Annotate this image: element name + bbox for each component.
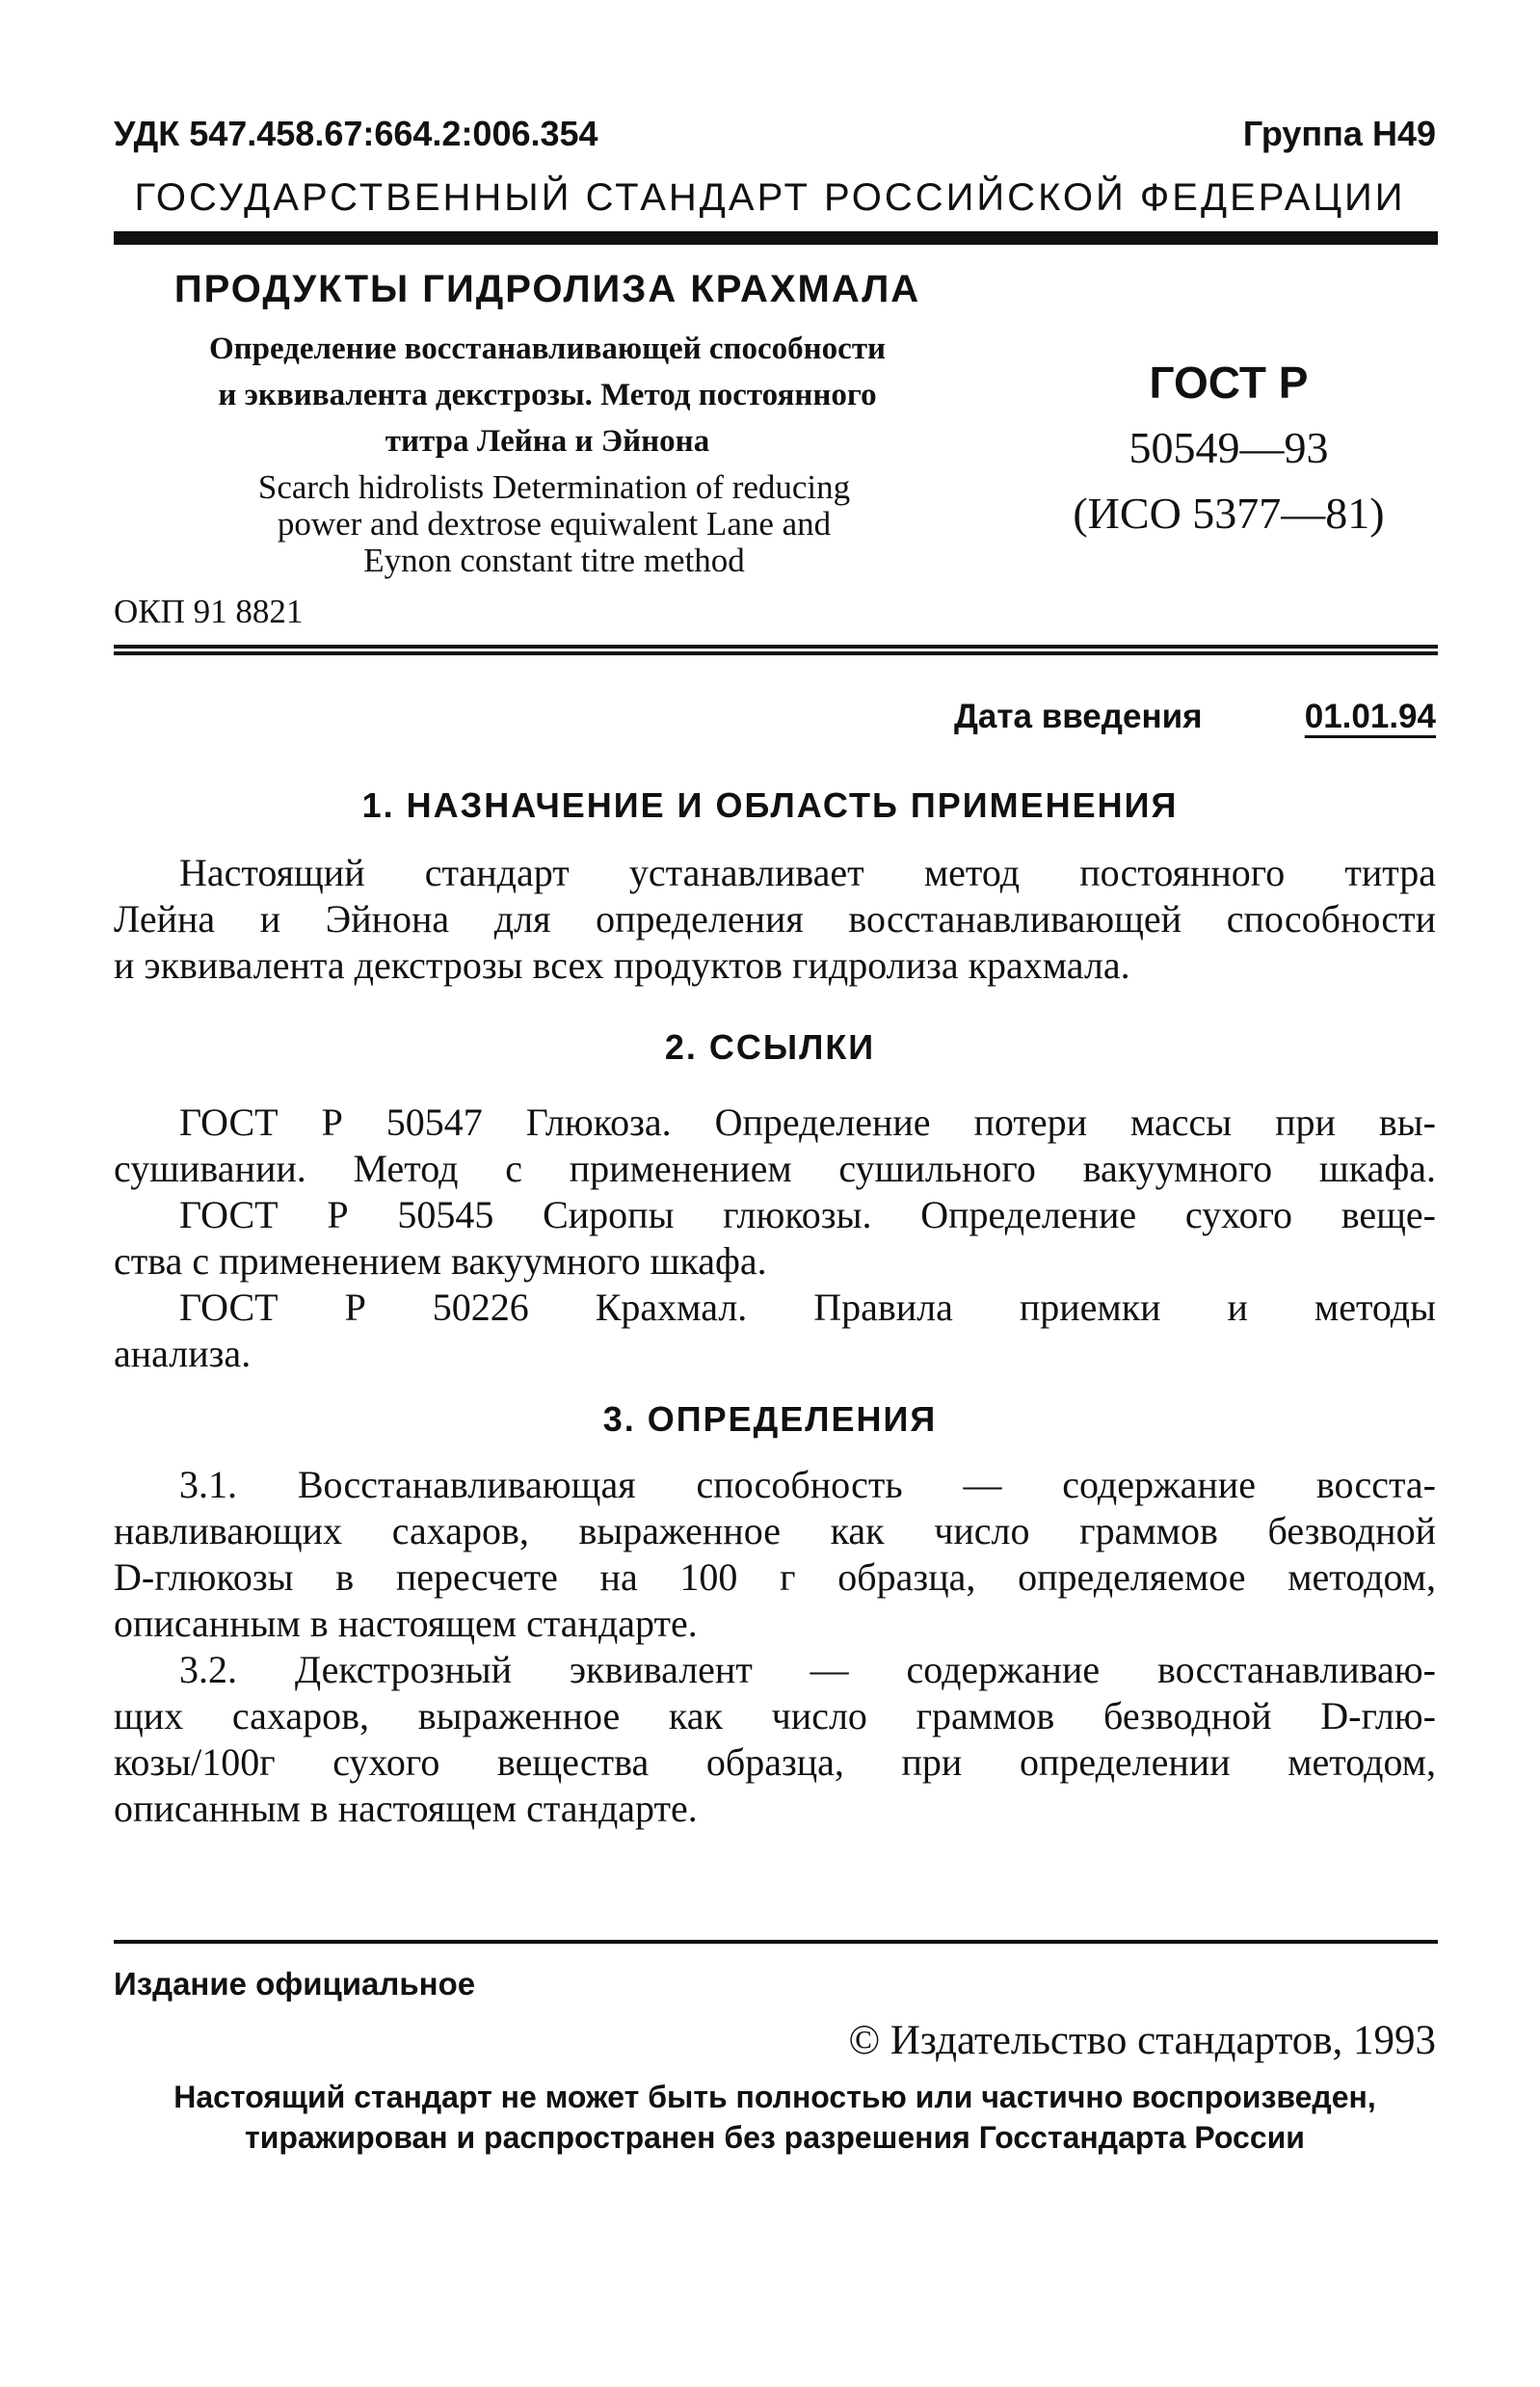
date-label: Дата введения	[954, 698, 1203, 735]
subtitle-en-line: power and dextrose equiwalent Lane and	[277, 505, 832, 543]
text-line: ГОСТ Р 50545 Сиропы глюкозы. Определение сухого веще-	[179, 1193, 1436, 1236]
date-value: 01.01.94	[1304, 698, 1436, 735]
section-heading: 3. ОПРЕДЕЛЕНИЯ	[602, 1399, 938, 1439]
reproduction-notice	[114, 2077, 1436, 2158]
text-line: козы/100г сухого вещества образца, при определении методом,	[114, 1740, 1436, 1784]
text-line: щих сахаров, выраженное как число граммов безводной D-глю-	[114, 1694, 1436, 1737]
section-body	[114, 850, 1436, 989]
introduction-date	[954, 698, 1436, 736]
group-code: Группа Н49	[1242, 114, 1436, 153]
subtitle-ru	[114, 326, 981, 464]
iso-reference: (ИСО 5377—81)	[1073, 489, 1385, 538]
text-line: сушивании. Метод с применением сушильного вакуумного шкафа.	[114, 1147, 1436, 1190]
copyright-notice: © Издательство стандартов, 1993	[848, 2018, 1436, 2063]
text-line: описанным в настоящем стандарте.	[114, 1602, 698, 1645]
section-body	[114, 1100, 1436, 1377]
subtitle-en-line: Eynon constant titre method	[363, 542, 745, 579]
text-line: D-глюкозы в пересчете на 100 г образца, определяемое методом,	[114, 1555, 1436, 1599]
edition-label: Издание официальное	[114, 1966, 476, 2002]
upper-thin-rule	[114, 645, 1438, 649]
text-line: 3.2. Декстрозный эквивалент — содержание восстанавливаю-	[179, 1648, 1436, 1691]
text-line: описанным в настоящем стандарте.	[114, 1787, 698, 1830]
subtitle-ru-line: Определение восстанавливающей способности	[208, 332, 887, 366]
text-line: Настоящий стандарт устанавливает метод постоянного титра	[179, 851, 1436, 894]
okp-code: ОКП 91 8821	[114, 593, 304, 630]
section-body	[114, 1462, 1436, 1832]
section-heading: 1. НАЗНАЧЕНИЕ И ОБЛАСТЬ ПРИМЕНЕНИЯ	[361, 785, 1179, 825]
subtitle-en-line: Scarch hidrolists Determination of reducing	[257, 468, 851, 506]
text-line: 3.1. Восстанавливающая способность — содержание восста-	[179, 1463, 1436, 1506]
udk-code: УДК 547.458.67:664.2:006.354	[114, 114, 598, 153]
subtitle-ru-line: титра Лейна и Эйнона	[385, 424, 710, 459]
text-line: ства с применением вакуумного шкафа.	[114, 1239, 767, 1283]
footer-rule	[114, 1940, 1438, 1944]
text-line: анализа.	[114, 1332, 252, 1375]
notice-line: Настоящий стандарт не может быть полностью или частично воспроизведен,	[173, 2080, 1376, 2114]
text-line: ГОСТ Р 50226 Крахмал. Правила приемки и методы	[179, 1286, 1436, 1329]
text-line: ГОСТ Р 50547 Глюкоза. Определение потери массы при вы-	[179, 1101, 1436, 1144]
state-standard-title: ГОСУДАРСТВЕННЫЙ СТАНДАРТ РОССИЙСКОЙ ФЕДЕРАЦИИ	[134, 176, 1406, 219]
document-title: ПРОДУКТЫ ГИДРОЛИЗА КРАХМАЛА	[173, 268, 921, 310]
notice-line: тиражирован и распространен без разрешения Госстандарта России	[245, 2120, 1305, 2155]
text-line: навливающих сахаров, выраженное как число граммов безводной	[114, 1509, 1436, 1552]
subtitle-ru-line: и эквивалента декстрозы. Метод постоянного	[218, 378, 877, 412]
text-line: Лейна и Эйнона для определения восстанавливающей способности	[114, 897, 1436, 941]
gost-label: ГОСТ Р	[1149, 358, 1309, 408]
gost-number: 50549—93	[1128, 423, 1329, 472]
lower-thin-rule	[114, 651, 1438, 655]
section-heading: 2. ССЫЛКИ	[664, 1027, 876, 1067]
top-thick-rule	[114, 231, 1438, 245]
text-line: и эквивалента декстрозы всех продуктов гидролиза крахмала.	[114, 943, 1130, 987]
subtitle-en	[145, 469, 964, 579]
